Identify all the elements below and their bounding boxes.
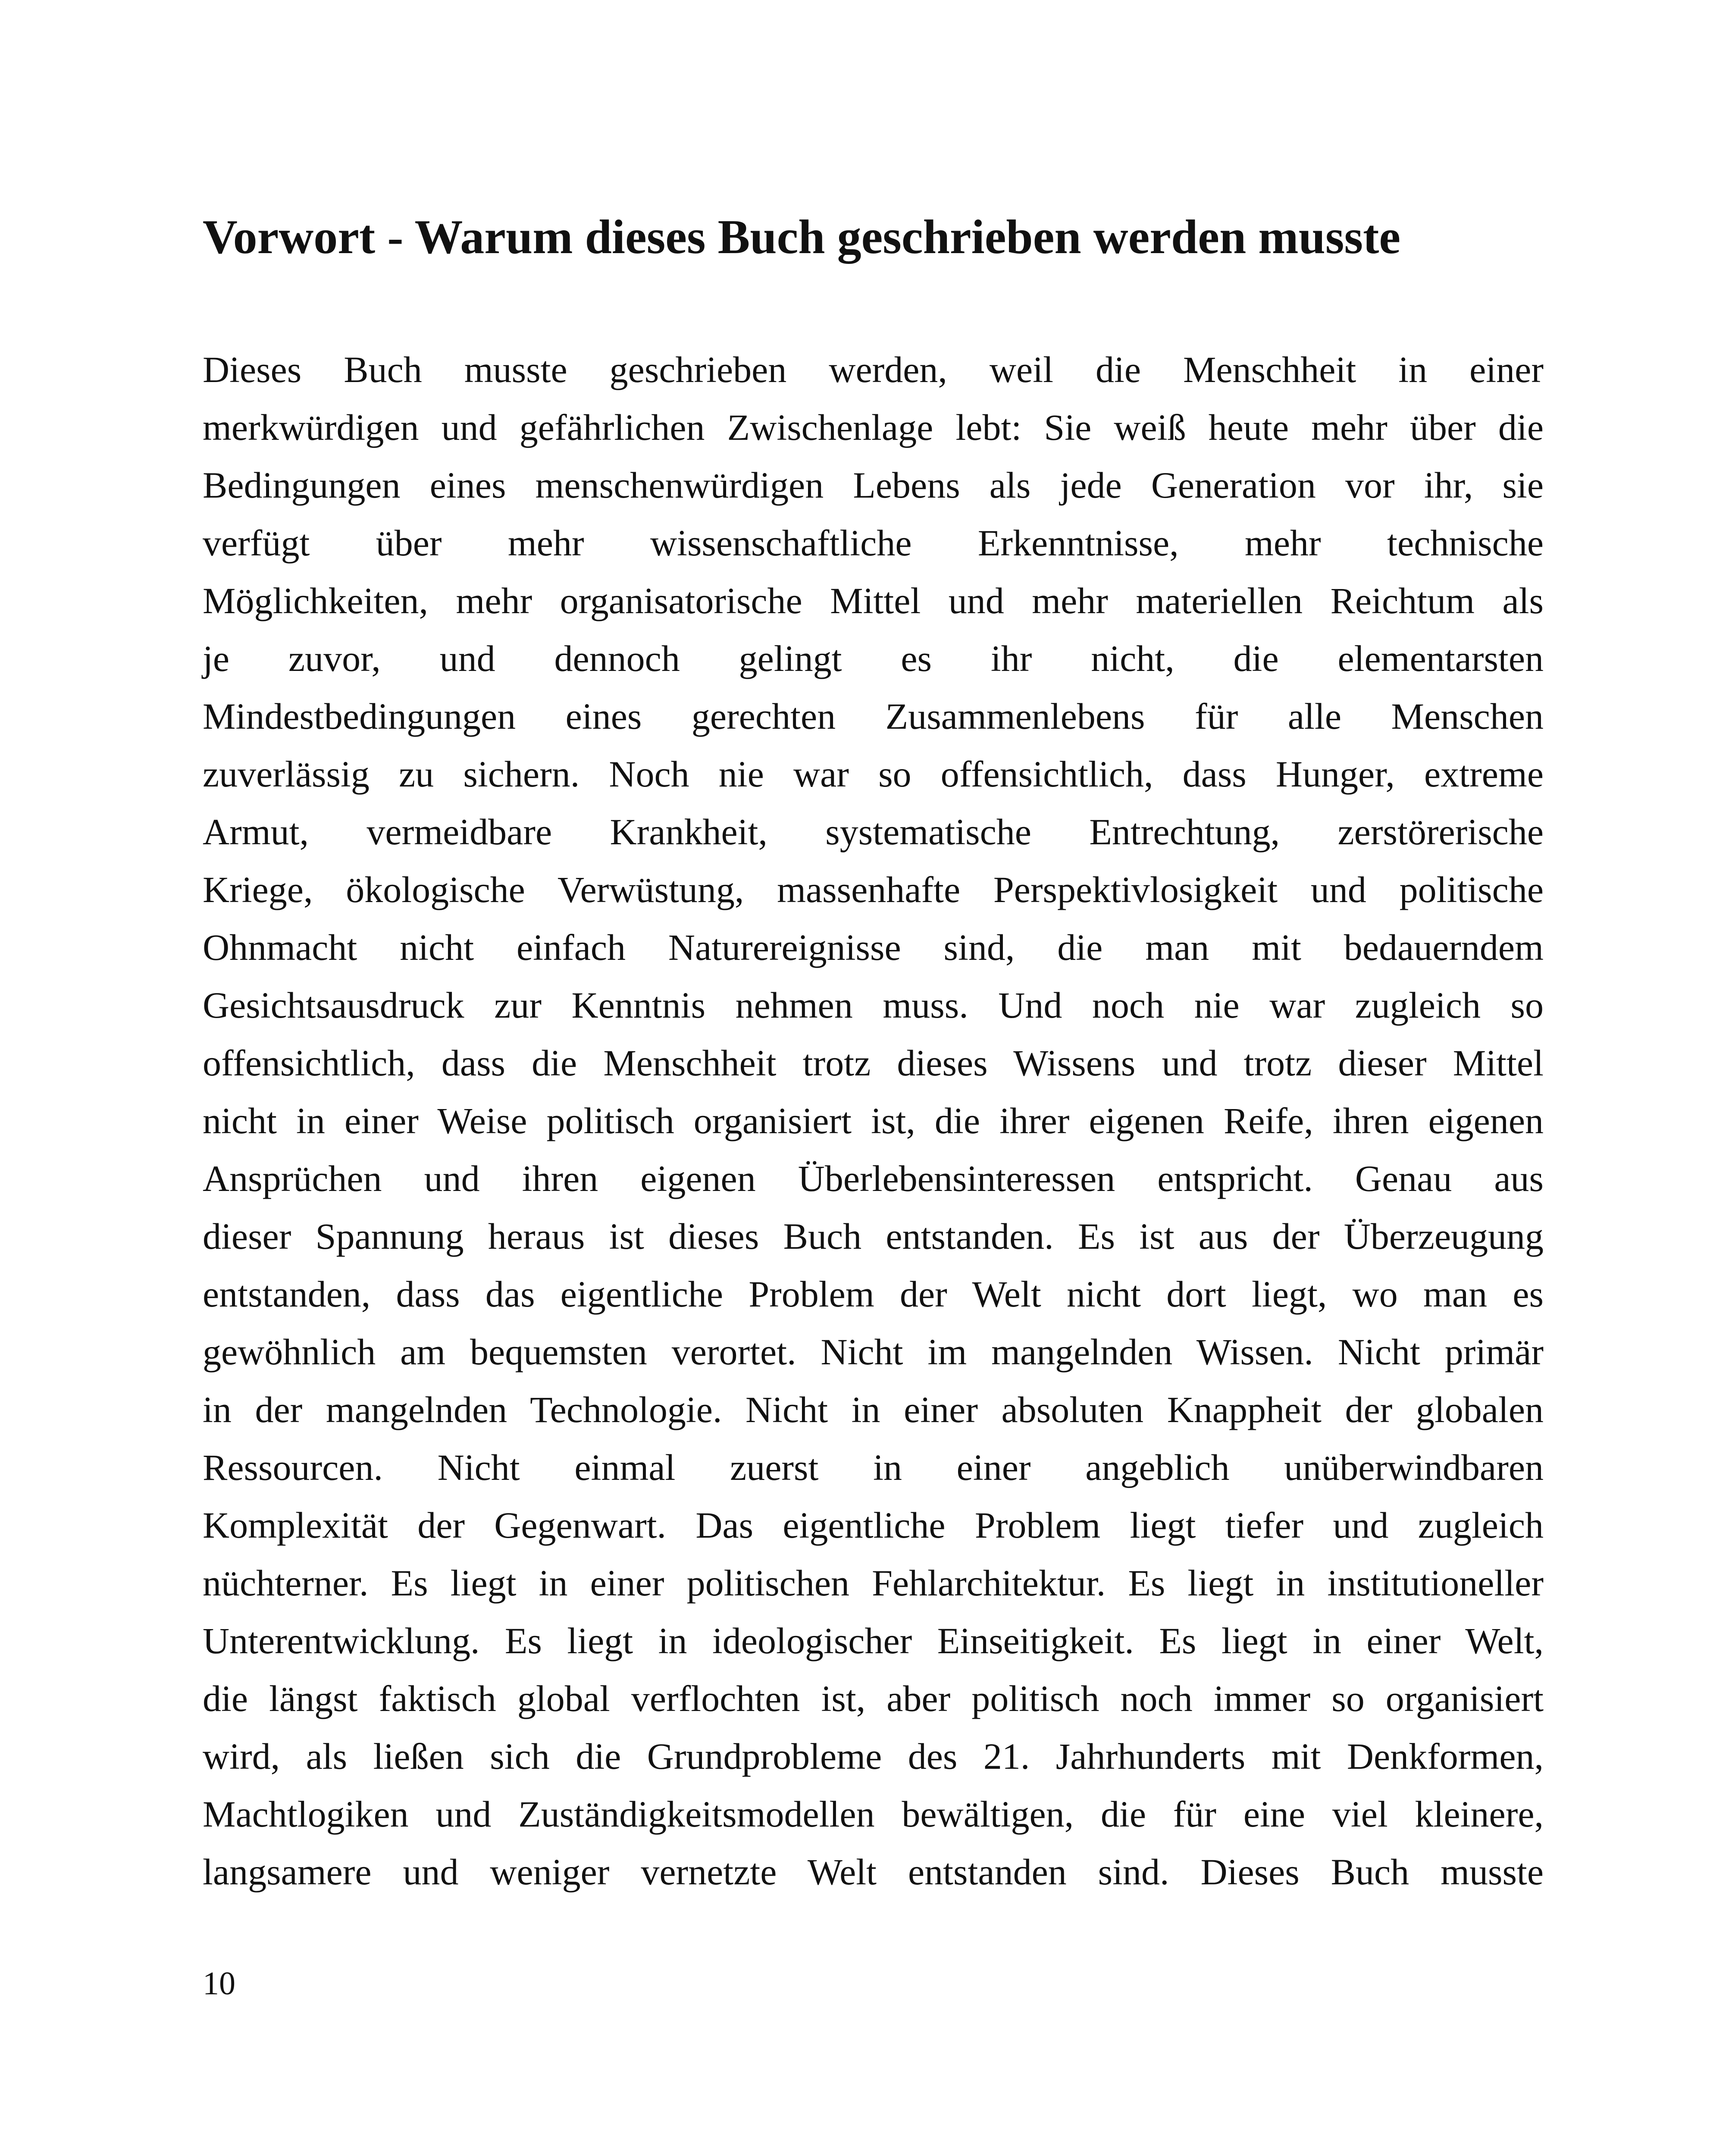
text-line: die längst faktisch global verflochten ist, aber politisch noch immer so organisiert (203, 1678, 1544, 1719)
text-line: Unterentwicklung. Es liegt in ideologischer Einseitigkeit. Es liegt in einer Welt, (203, 1620, 1544, 1661)
text-line: Ressourcen. Nicht einmal zuerst in einer angeblich unüberwindbaren (203, 1447, 1544, 1488)
text-line: wird, als ließen sich die Grundprobleme des 21. Jahrhunderts mit Denkformen, (203, 1736, 1544, 1777)
text-line: merkwürdigen und gefährlichen Zwischenlage lebt: Sie weiß heute mehr über die (203, 407, 1544, 448)
text-line: Gesichtsausdruck zur Kenntnis nehmen muss. Und noch nie war zugleich so (203, 984, 1544, 1026)
text-line: langsamere und weniger vernetzte Welt entstanden sind. Dieses Buch musste (203, 1851, 1544, 1893)
text-line: Ohnmacht nicht einfach Naturereignisse sind, die man mit bedauerndem (203, 927, 1544, 968)
text-line: nicht in einer Weise politisch organisiert ist, die ihrer eigenen Reife, ihren eigenen (203, 1100, 1544, 1141)
text-line: Armut, vermeidbare Krankheit, systematische Entrechtung, zerstörerische (203, 811, 1544, 852)
text-line: Komplexität der Gegenwart. Das eigentliche Problem liegt tiefer und zugleich (203, 1504, 1544, 1546)
text-line: Bedingungen eines menschenwürdigen Lebens als jede Generation vor ihr, sie (203, 464, 1544, 506)
text-line: dieser Spannung heraus ist dieses Buch entstanden. Es ist aus der Überzeugung (203, 1216, 1544, 1257)
text-line: Machtlogiken und Zuständigkeitsmodellen bewältigen, die für eine viel kleinere, (203, 1793, 1544, 1835)
text-line: Möglichkeiten, mehr organisatorische Mittel und mehr materiellen Reichtum als (203, 580, 1544, 621)
text-line: nüchterner. Es liegt in einer politischen Fehlarchitektur. Es liegt in institutioneller (203, 1562, 1544, 1604)
page-number: 10 (203, 1965, 235, 2002)
text-line: verfügt über mehr wissenschaftliche Erkenntnisse, mehr technische (203, 522, 1544, 564)
text-line: offensichtlich, dass die Menschheit trotz dieses Wissens und trotz dieser Mittel (203, 1042, 1544, 1084)
text-line: Ansprüchen und ihren eigenen Überlebensinteressen entspricht. Genau aus (203, 1158, 1544, 1199)
text-line: zuverlässig zu sichern. Noch nie war so offensichtlich, dass Hunger, extreme (203, 753, 1544, 795)
text-line: in der mangelnden Technologie. Nicht in einer absoluten Knappheit der globalen (203, 1389, 1544, 1430)
text-line: Mindestbedingungen eines gerechten Zusammenlebens für alle Menschen (203, 696, 1544, 737)
text-line: Kriege, ökologische Verwüstung, massenhafte Perspektivlosigkeit und politische (203, 869, 1544, 910)
text-line: entstanden, dass das eigentliche Problem der Welt nicht dort liegt, wo man es (203, 1273, 1544, 1315)
chapter-title: Vorwort - Warum dieses Buch geschrieben werden musste (203, 210, 1401, 264)
text-line: je zuvor, und dennoch gelingt es ihr nicht, die elementarsten (203, 638, 1544, 679)
text-line: Dieses Buch musste geschrieben werden, weil die Menschheit in einer (203, 349, 1544, 390)
text-line: gewöhnlich am bequemsten verortet. Nicht im mangelnden Wissen. Nicht primär (203, 1331, 1544, 1373)
body-text (203, 341, 1544, 1901)
